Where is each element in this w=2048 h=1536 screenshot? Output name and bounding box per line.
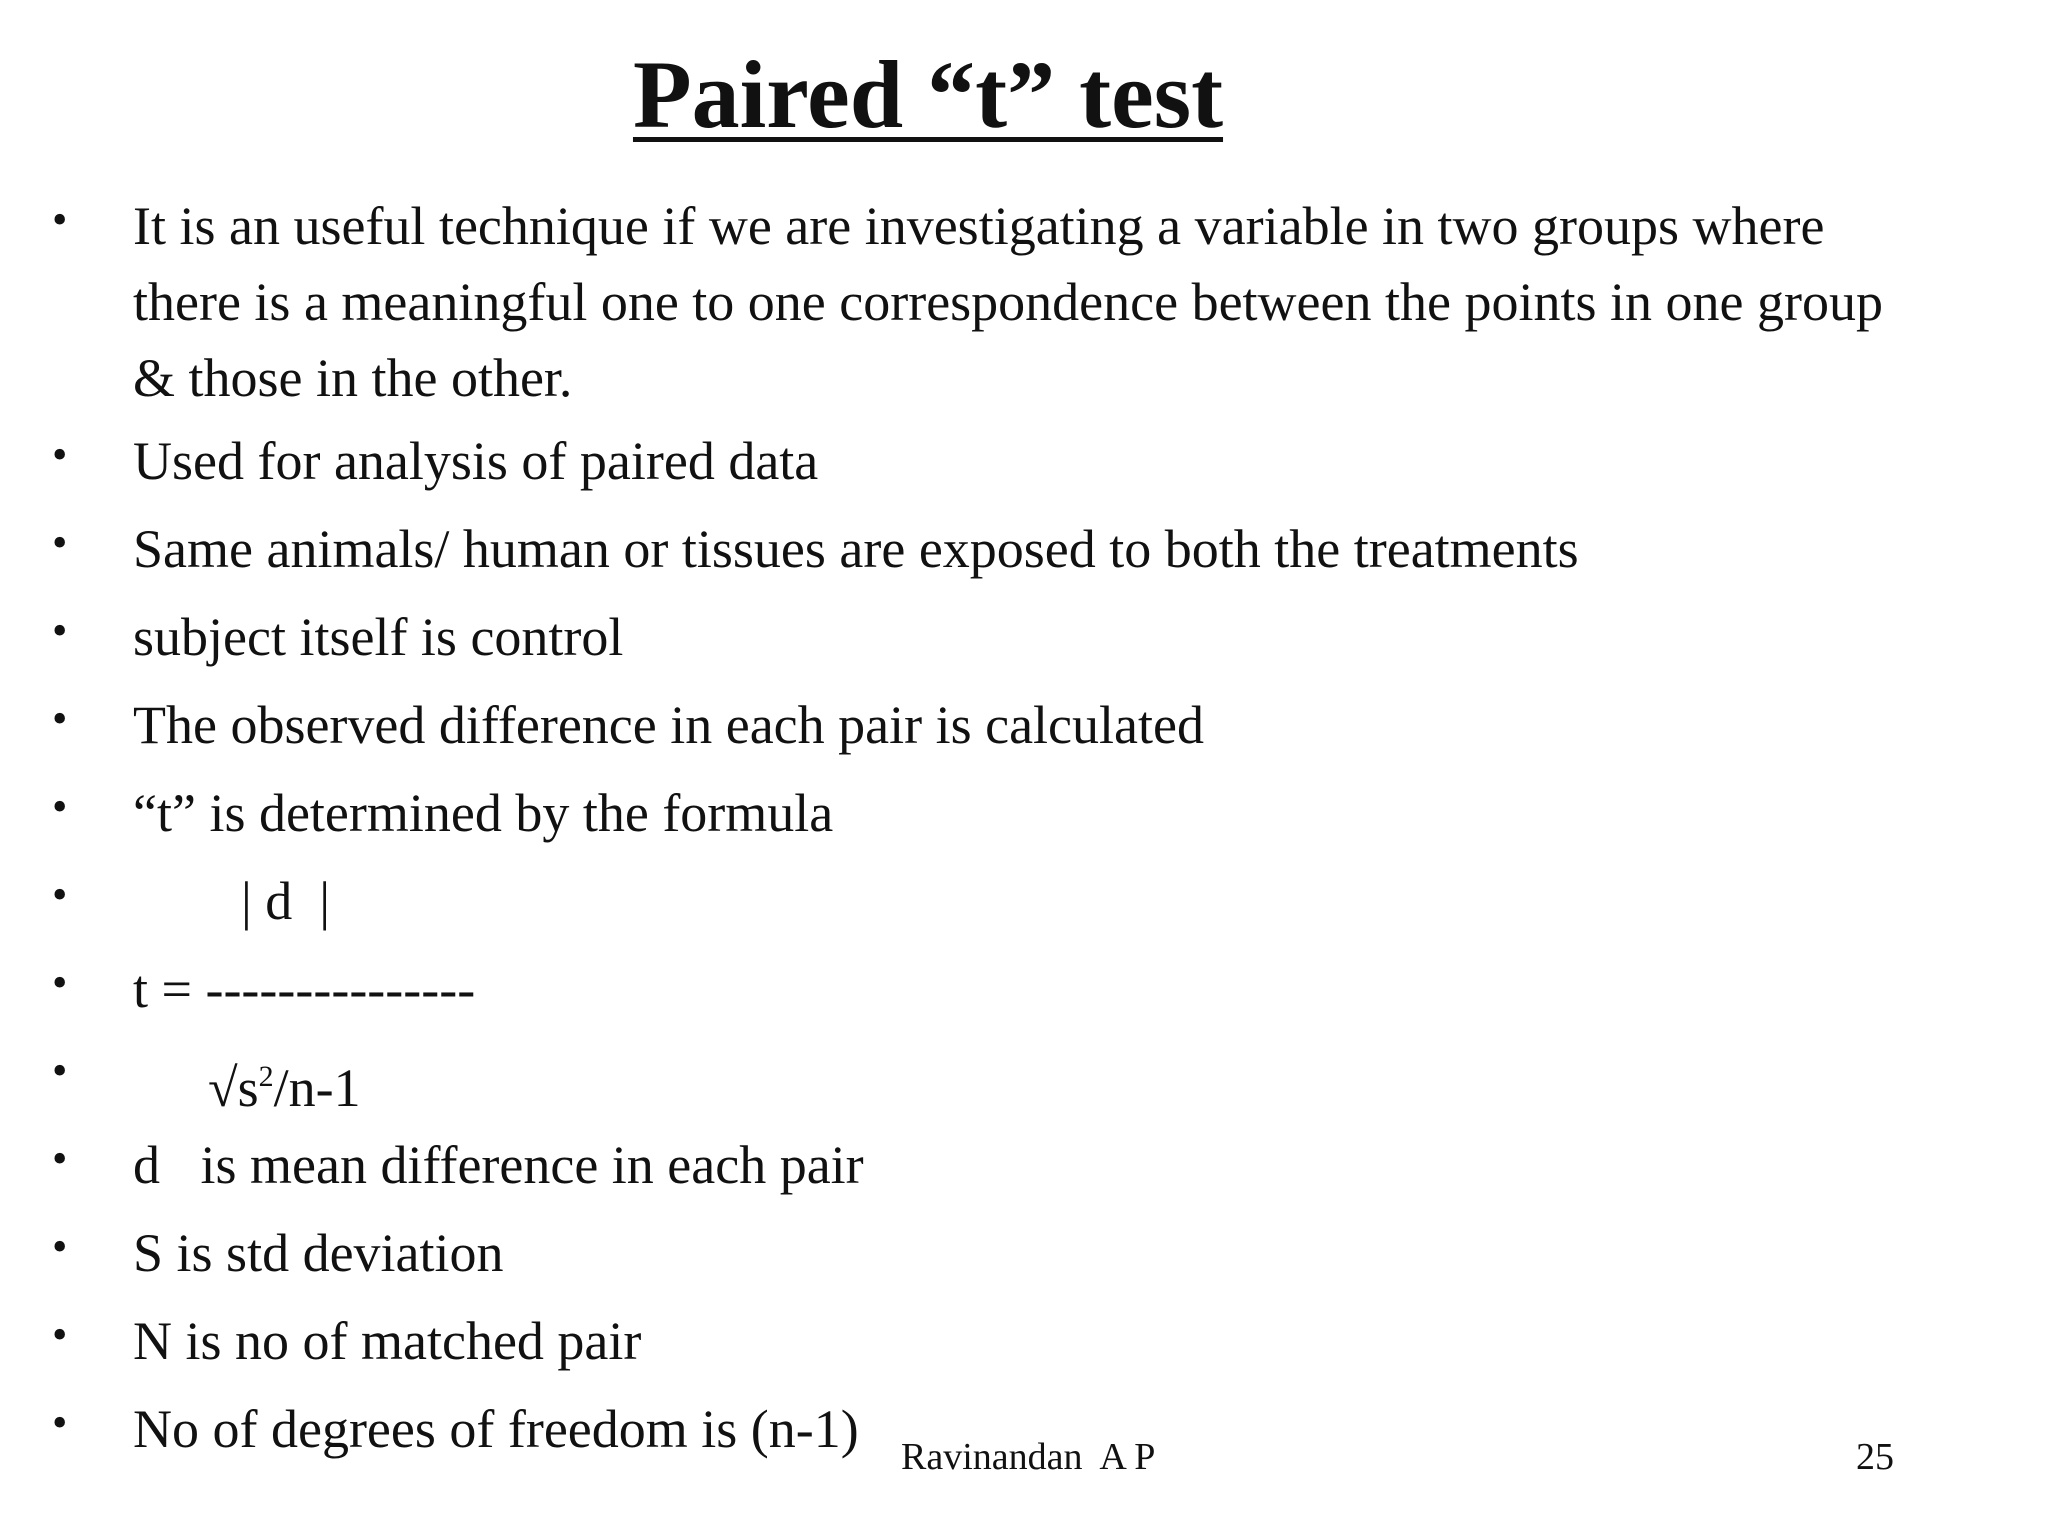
bullet-text: No of degrees of freedom is (n-1) — [133, 1399, 859, 1459]
formula-tail: /n-1 — [273, 1058, 361, 1118]
page-number: 25 — [1856, 1436, 1894, 1478]
bullet-dot: • — [52, 870, 68, 919]
formula-denominator — [208, 1039, 2038, 1126]
bullet-dot: • — [52, 1134, 68, 1183]
bullet-dot: • — [52, 958, 68, 1007]
formula-fraction-line: t = --------------- — [133, 959, 476, 1019]
bullet-text: The observed difference in each pair is calculated — [133, 695, 1204, 755]
sqrt-s: √s — [208, 1058, 259, 1118]
slide-title: Paired “t” test — [632, 41, 1224, 148]
bullet-text: “t” is determined by the formula — [133, 783, 834, 843]
bullet-dot: • — [52, 606, 68, 655]
bullet-dot: • — [52, 694, 68, 743]
bullet-dot: • — [52, 195, 68, 244]
bullet-text: Used for analysis of paired data — [133, 431, 819, 491]
formula-numerator: | d | — [133, 871, 331, 931]
bullet-dot: • — [52, 1046, 68, 1095]
bullet-text: S is std deviation — [133, 1223, 504, 1283]
bullet-text: subject itself is control — [133, 607, 624, 667]
bullet-text: N is no of matched pair — [133, 1311, 642, 1371]
superscript-two: 2 — [258, 1060, 274, 1093]
bullet-dot: • — [52, 1222, 68, 1271]
footer-author: Ravinandan A P — [901, 1436, 1156, 1478]
bullet-text: It is an useful technique if we are investigating a variable in two groups where there is a meaningful one to one correspondence between the points in one group & those in the other. — [133, 196, 1883, 408]
bullet-dot: • — [52, 782, 68, 831]
bullet-text: Same animals/ human or tissues are exposed to both the treatments — [133, 519, 1579, 579]
bullet-dot: • — [52, 430, 68, 479]
bullet-dot: • — [52, 1310, 68, 1359]
bullet-text: d is mean difference in each pair — [133, 1135, 864, 1195]
bullet-dot: • — [52, 1398, 68, 1447]
bullet-dot: • — [52, 518, 68, 567]
